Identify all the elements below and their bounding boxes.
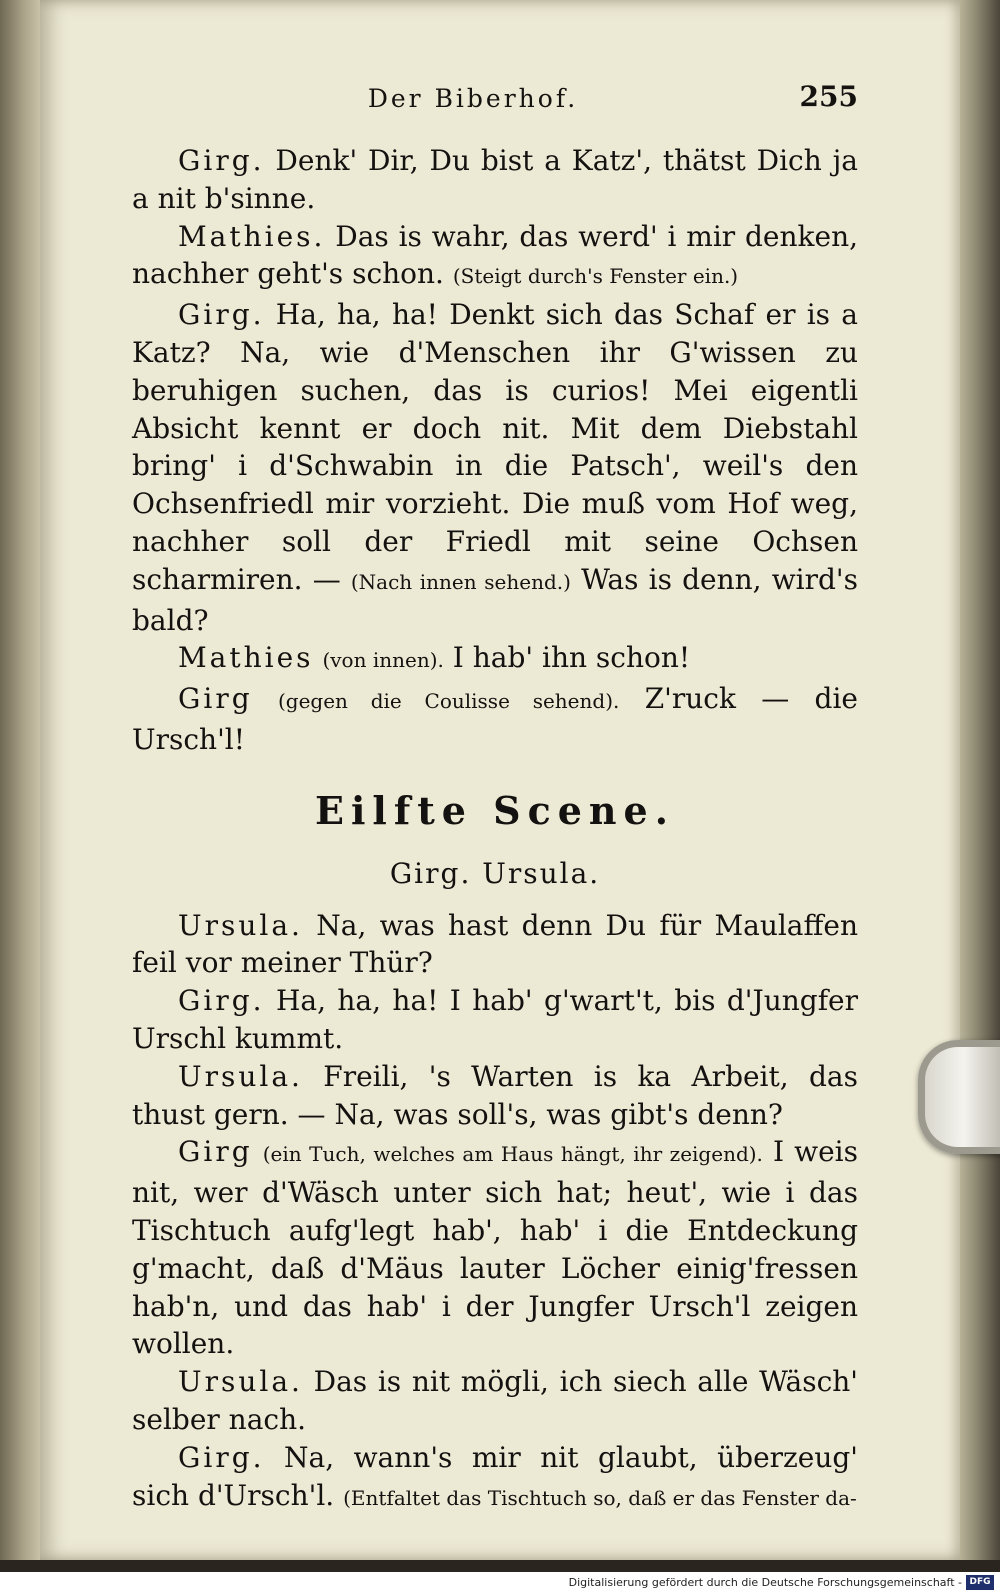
dialogue: Freili, 's Warten is ka Arbeit, das thust gern. — Na, was soll's, was gibt's denn? bbox=[132, 1059, 858, 1131]
paragraph bbox=[132, 680, 858, 759]
paragraph bbox=[132, 907, 858, 983]
dialogue: Das is nit mögli, ich siech alle Wäsch' selber nach. bbox=[132, 1365, 858, 1436]
scene-title: Eilfte Scene. bbox=[315, 787, 675, 833]
stage-direction: (Entfaltet das Tischtuch so, daß er das Fenster da- bbox=[343, 1485, 857, 1510]
dialogue: Na, was hast denn Du für Maulaffen feil vor meiner Thür? bbox=[132, 908, 858, 980]
dialogue: I weis nit, wer d'Wäsch unter sich hat; heut', wie i das Tischtuch aufg'legt hab', hab' i die Entdeckung g'macht, daß d'Mäus lauter Löcher einig'fressen hab'n, und das hab' i der Jungfer Ursch'l zeigen wollen. bbox=[132, 1135, 858, 1361]
digitization-credit: Digitalisierung gefördert durch die Deutsche Forschungsgemeinschaft - bbox=[568, 1576, 962, 1589]
speaker-name: Girg. bbox=[178, 144, 265, 177]
paragraph bbox=[132, 1439, 858, 1518]
dialogue: Was is denn, wird's bald? bbox=[132, 562, 858, 637]
dialogue: Das is wahr, das werd' i mir denken, nachher geht's schon. bbox=[132, 219, 858, 291]
paragraph bbox=[132, 218, 858, 297]
stage-direction: (gegen die Coulisse sehend). bbox=[277, 689, 620, 714]
speaker-name: Girg. bbox=[178, 1440, 265, 1474]
stage-direction: (ein Tuch, welches am Haus hängt, ihr zeigend). bbox=[262, 1142, 763, 1167]
paragraph bbox=[132, 982, 858, 1058]
body-text bbox=[132, 142, 858, 1517]
dialogue: Ha, ha, ha! I hab' g'wart't, bis d'Jungfer Urschl kummt. bbox=[132, 984, 859, 1055]
speaker-name: Girg. bbox=[178, 984, 265, 1018]
dialogue: I hab' ihn schon! bbox=[452, 641, 691, 675]
dialogue: Z'ruck — die Ursch'l! bbox=[132, 682, 859, 756]
paragraph bbox=[132, 639, 858, 680]
right-page-edge bbox=[960, 0, 1000, 1560]
speaker-name: Girg. bbox=[178, 298, 265, 332]
footer-bar bbox=[0, 1572, 1000, 1595]
speaker-name: Ursula. bbox=[178, 1365, 303, 1399]
page-number: 255 bbox=[799, 80, 858, 113]
paragraph bbox=[132, 1363, 858, 1439]
stage-direction: (Steigt durch's Fenster ein.) bbox=[452, 264, 739, 289]
speaker-name: Girg bbox=[178, 1135, 253, 1169]
paragraph bbox=[132, 296, 858, 639]
dialogue: Na, wann's mir nit glaubt, überzeug' sich d'Ursch'l. bbox=[132, 1440, 858, 1512]
speaker-name: Ursula. bbox=[178, 1059, 303, 1093]
page-header bbox=[88, 80, 858, 120]
paragraph bbox=[132, 1133, 858, 1363]
stage-direction: (Nach innen sehend.) bbox=[350, 569, 571, 594]
speaker-name: Girg bbox=[178, 682, 253, 716]
running-head: Der Biberhof. bbox=[367, 84, 579, 113]
page-clip bbox=[918, 1040, 1000, 1154]
speaker-name: Ursula. bbox=[178, 908, 303, 942]
stage-direction: (von innen). bbox=[322, 648, 444, 673]
paragraph bbox=[132, 142, 858, 218]
dialogue: Denk' Dir, Du bist a Katz', thätst Dich ja a nit b'sinne. bbox=[132, 144, 858, 215]
speaker-name: Mathies. bbox=[178, 219, 326, 253]
dialogue: Ha, ha, ha! Denkt sich das Schaf er is a Katz? Na, wie d'Menschen ihr G'wissen zu beruhigen suchen, das is curios! Mei eigentli Absicht kennt er doch nit. Mit dem Diebstahl bring' i d'Schwabin in die Patsch', weil's den Ochsenfriedl mir vorzieht. Die muß vom Hof weg, nachher soll der Friedl mit seine Ochsen scharmiren. — bbox=[132, 298, 858, 596]
dfg-logo: DFG bbox=[966, 1575, 994, 1590]
speaker-name: Mathies bbox=[178, 641, 314, 675]
paragraph bbox=[132, 1058, 858, 1134]
scene-cast: Girg. Ursula. bbox=[389, 856, 601, 890]
